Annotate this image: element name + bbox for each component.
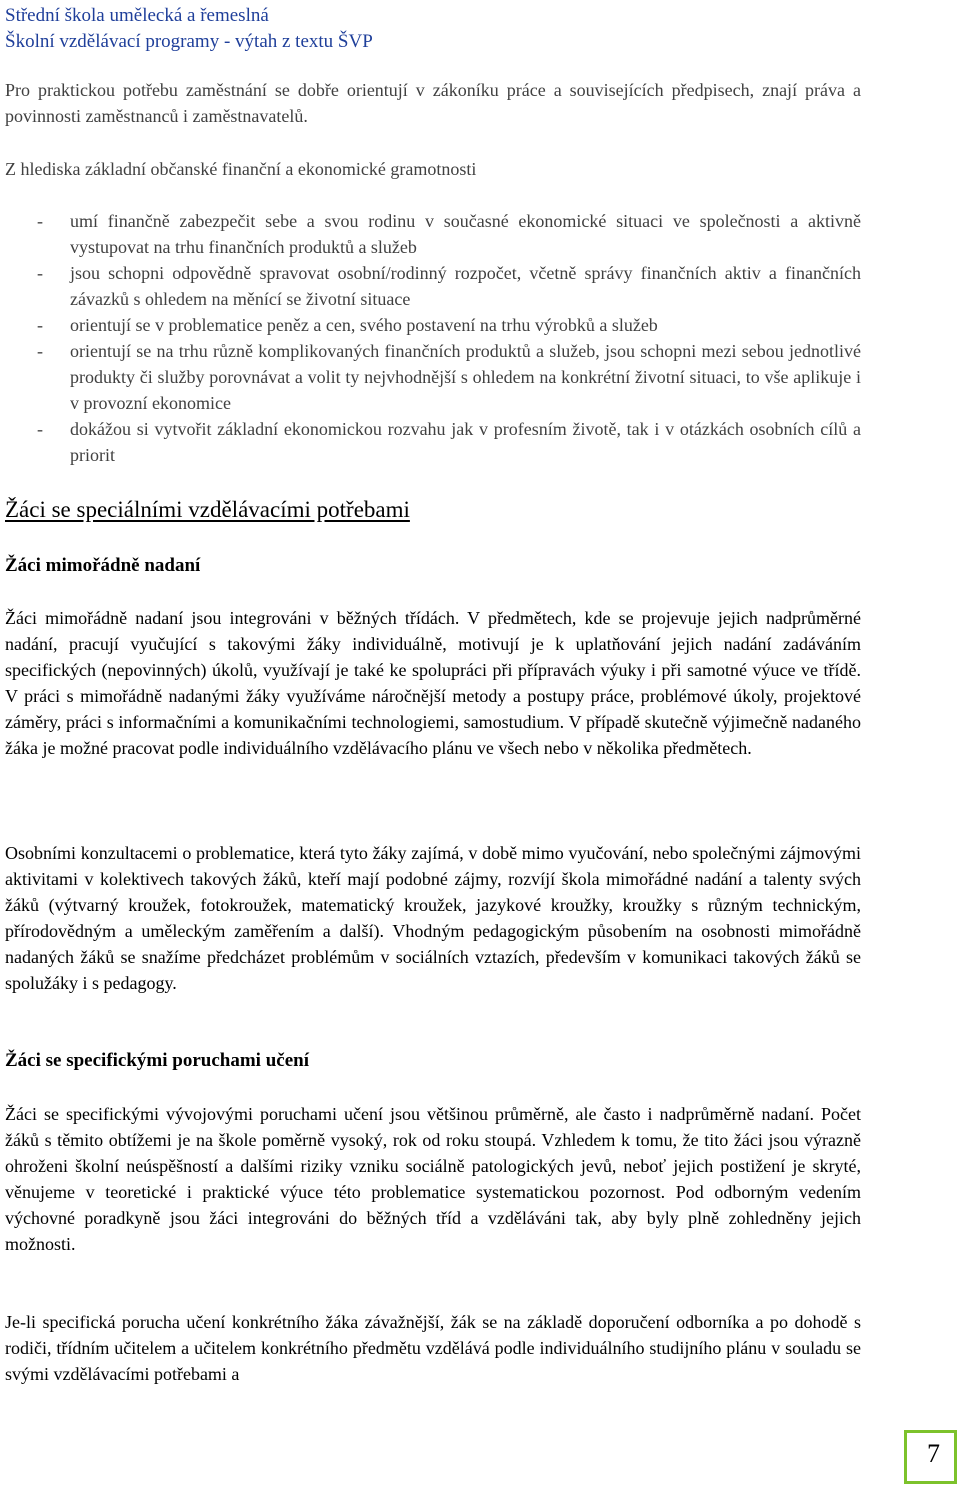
list-marker: - — [37, 263, 43, 283]
section-heading-gifted: Žáci mimořádně nadaní — [5, 555, 201, 576]
list-marker: - — [37, 419, 43, 439]
intro-paragraph: Pro praktickou potřebu zaměstnání se dobře orientují v zákoníku práce a souvisejících předpisech, znají práva a povinnosti zaměstnanců i zaměstnavatelů. — [5, 80, 861, 126]
list-item: - orientují se v problematice peněz a cen, svého postavení na trhu výrobků a služeb — [5, 312, 861, 338]
section-heading-learning-disorders: Žáci se specifickými poruchami učení — [5, 1050, 309, 1071]
gifted-paragraph-1: Žáci mimořádně nadaní jsou integrováni v běžných třídách. V předmětech, kde se projevuje jejich nadprůměrné nadání, pracují vyučující s takovými žáky individuálně, motivují je k uplatňování jejich nadání zadáváním specifických (nepovinných) úkolů, využívají je také ke spolupráci při přípravách výuky i při samotné výuce ve třídě. V práci s mimořádně nadanými žáky využíváme náročnější metody a postupy práce, problémové úkoly, projektové záměry, práci s informačními a komunikačními technologiemi, samostudium. V případě skutečně výjimečně nadaného žáka je možné pracovat podle individuálního vzdělávacího plánu ve všech nebo v několika předmětech. — [5, 608, 861, 758]
list-item: - orientují se na trhu různě komplikovaných finančních produktů a služeb, jsou schopni mezi sebou jednotlivé produkty či služby porovnávat a volit ty nejvhodnější s ohledem na konkrétní životní situaci, to vše aplikuje i v provozní ekonomice — [5, 338, 861, 416]
list-item: - umí finančně zabezpečit sebe a svou rodinu v současné ekonomické situaci ve společnosti a aktivně vystupovat na trhu finančních produktů a služeb — [5, 208, 861, 260]
list-marker: - — [37, 315, 43, 335]
list-item: - jsou schopni odpovědně spravovat osobní/rodinný rozpočet, včetně správy finančních aktiv a finančních závazků s ohledem na měnící se životní situace — [5, 260, 861, 312]
financial-literacy-intro: Z hlediska základní občanské finanční a ekonomické gramotnosti — [5, 159, 477, 179]
document-header — [5, 3, 373, 55]
page-number: 7 — [927, 1439, 940, 1468]
page-number-box — [904, 1430, 957, 1484]
school-name: Střední škola umělecká a řemeslná — [5, 5, 269, 26]
learning-disorders-paragraph-2: Je-li specifická porucha učení konkrétního žáka závažnější, žák se na základě doporučení odborníka a po dohodě s rodiči, třídním učitelem a učitelem konkrétního předmětu vzdělává podle individuálního studijního plánu v souladu se svými vzdělávacími potřebami a — [5, 1312, 861, 1384]
section-heading-special-needs: Žáci se speciálními vzdělávacími potřebami — [5, 497, 410, 522]
financial-literacy-list — [5, 208, 861, 468]
document-subtitle: Školní vzdělávací programy - výtah z textu ŠVP — [5, 31, 373, 52]
list-item: - dokážou si vytvořit základní ekonomickou rozvahu jak v profesním životě, tak i v otázkách osobních cílů a priorit — [5, 416, 861, 468]
list-marker: - — [37, 211, 43, 231]
learning-disorders-paragraph-1: Žáci se specifickými vývojovými poruchami učení jsou většinou průměrně, ale často i nadprůměrně nadaní. Počet žáků s těmito obtížemi je na škole poměrně vysoký, rok od roku stoupá. Vzhledem k tomu, že tito žáci jsou výrazně ohroženi školní neúspěšností a dalšími riziky vzniku sociálně patologických jevů, neboť jejich postižení je skryté, věnujeme v teoretické i praktické výuce této problematice systematickou pozornost. Pod odborným vedením výchovné poradkyně jsou žáci integrováni do běžných tříd a vzděláváni tak, aby byly plně zohledněny jejich možnosti. — [5, 1104, 861, 1254]
gifted-paragraph-2: Osobními konzultacemi o problematice, která tyto žáky zajímá, v době mimo vyučování, nebo společnými zájmovými aktivitami v kolektivech takových žáků, kteří mají podobné zájmy, rozvíjí škola mimořádné nadání a talenty svých žáků (výtvarný kroužek, fotokroužek, matematický kroužek, jazykové kroužky, kroužky s různým technickým, přírodovědným a uměleckým zaměřením a další). Vhodným pedagogickým působením na osobnosti mimořádně nadaných žáků se snažíme předcházet problémům v sociálních vztazích, především v komunikaci takových žáků se spolužáky i s pedagogy. — [5, 843, 861, 993]
list-marker: - — [37, 341, 43, 361]
